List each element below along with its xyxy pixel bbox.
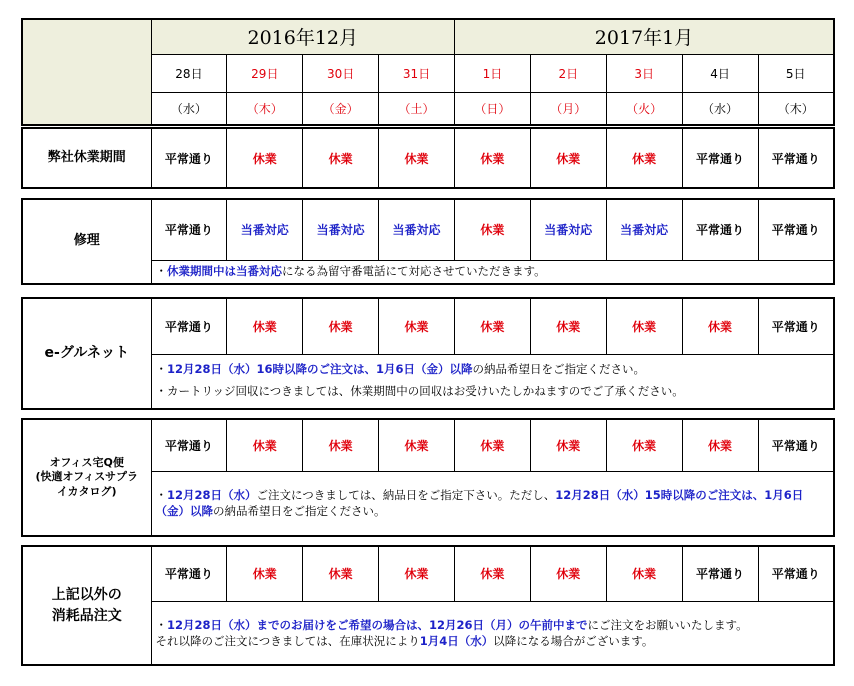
weekday-cell: （月） <box>530 92 606 125</box>
status-cell: 休業 <box>227 419 303 471</box>
status-cell: 休業 <box>606 546 682 601</box>
row-label-company-holiday: 弊社休業期間 <box>22 128 151 188</box>
status-cell: 休業 <box>379 419 455 471</box>
row-label-line: イカタログ) <box>56 484 117 498</box>
weekday-cell: （土） <box>379 92 455 125</box>
other-supplies-note-line-1: ・12月28日（水）までのお届けをご希望の場合は、12月26日（月）の午前中までにご注文をお願いいたします。 <box>155 617 748 632</box>
status-cell: 休業 <box>530 546 606 601</box>
status-cell: 平常通り <box>758 128 834 188</box>
status-cell: 休業 <box>455 199 531 260</box>
status-cell: 当番対応 <box>303 199 379 260</box>
status-cell: 平常通り <box>151 546 227 601</box>
status-cell: 平常通り <box>151 298 227 354</box>
row-label-line: 消耗品注文 <box>51 607 122 624</box>
status-cell: 平常通り <box>151 128 227 188</box>
status-cell: 当番対応 <box>530 199 606 260</box>
status-cell: 平常通り <box>682 546 758 601</box>
status-cell: 休業 <box>530 128 606 188</box>
weekday-cell: （日） <box>455 92 531 125</box>
status-cell: 休業 <box>455 298 531 354</box>
row-label-office-takuq <box>22 419 151 536</box>
month-2017-01: 2017年1月 <box>455 19 835 54</box>
status-cell: 休業 <box>227 546 303 601</box>
table-row <box>22 128 834 188</box>
weekday-cell: （火） <box>606 92 682 125</box>
date-cell: 3日 <box>606 54 682 92</box>
status-cell: 休業 <box>530 419 606 471</box>
status-cell: 休業 <box>303 128 379 188</box>
date-cell: 31日 <box>379 54 455 92</box>
table-row <box>22 546 834 601</box>
row-label-e-grunet: e-グルネット <box>22 298 151 409</box>
weekday-cell: （木） <box>758 92 834 125</box>
date-cell: 4日 <box>682 54 758 92</box>
date-cell: 1日 <box>455 54 531 92</box>
status-cell: 平常通り <box>682 199 758 260</box>
date-cell: 29日 <box>227 54 303 92</box>
status-cell: 当番対応 <box>379 199 455 260</box>
weekday-cell: （木） <box>227 92 303 125</box>
date-cell: 28日 <box>151 54 227 92</box>
month-2016-12: 2016年12月 <box>151 19 455 54</box>
header-corner <box>22 19 151 125</box>
row-label-repair: 修理 <box>22 199 151 284</box>
status-cell: 休業 <box>455 419 531 471</box>
status-cell: 休業 <box>606 128 682 188</box>
office-takuq-note: ・12月28日（水）ご注文につきましては、納品日をご指定下さい。ただし、12月28日（水）15時以降のご注文は、1月6日（金）以降の納品希望日をご指定ください。 <box>151 471 834 536</box>
status-cell: 平常通り <box>151 419 227 471</box>
date-cell: 2日 <box>530 54 606 92</box>
date-cell: 30日 <box>303 54 379 92</box>
other-supplies-note <box>151 601 834 665</box>
table-row <box>22 199 834 260</box>
weekday-cell: （金） <box>303 92 379 125</box>
status-cell: 休業 <box>530 298 606 354</box>
date-cell: 5日 <box>758 54 834 92</box>
e-grunet-note <box>151 354 834 409</box>
repair-note: ・休業期間中は当番対応になる為留守番電話にて対応させていただきます。 <box>151 260 834 284</box>
status-cell: 平常通り <box>758 419 834 471</box>
row-label-line: 上記以外の <box>51 587 122 604</box>
status-cell: 当番対応 <box>606 199 682 260</box>
weekday-cell: （水） <box>151 92 227 125</box>
status-cell: 休業 <box>303 419 379 471</box>
status-cell: 休業 <box>606 419 682 471</box>
status-cell: 休業 <box>682 419 758 471</box>
weekday-cell: （水） <box>682 92 758 125</box>
status-cell: 休業 <box>303 546 379 601</box>
status-cell: 当番対応 <box>227 199 303 260</box>
status-cell: 平常通り <box>758 546 834 601</box>
status-cell: 休業 <box>455 546 531 601</box>
row-label-line: オフィス宅Q便 <box>49 456 124 470</box>
row-label-other-supplies <box>22 546 151 665</box>
e-grunet-note-line-2: ・カートリッジ回収につきましては、休業期間中の回収はお受けいたしかねますのでご了承ください。 <box>155 384 684 399</box>
status-cell: 平常通り <box>758 298 834 354</box>
status-cell: 休業 <box>455 128 531 188</box>
status-cell: 休業 <box>379 298 455 354</box>
repair-table <box>21 198 835 285</box>
table-row <box>22 419 834 471</box>
status-cell: 休業 <box>227 128 303 188</box>
status-cell: 休業 <box>379 546 455 601</box>
other-supplies-table <box>21 545 835 666</box>
table-row <box>22 298 834 354</box>
header-table <box>21 18 835 126</box>
status-cell: 平常通り <box>151 199 227 260</box>
office-takuq-table <box>21 418 835 537</box>
status-cell: 休業 <box>606 298 682 354</box>
status-cell: 休業 <box>682 298 758 354</box>
status-cell: 休業 <box>379 128 455 188</box>
company-holiday-table <box>21 127 835 189</box>
status-cell: 平常通り <box>758 199 834 260</box>
status-cell: 平常通り <box>682 128 758 188</box>
status-cell: 休業 <box>227 298 303 354</box>
other-supplies-note-line-2: それ以降のご注文につきましては、在庫状況により1月4日（水）以降になる場合がございます。 <box>155 633 654 648</box>
e-grunet-note-line-1: ・12月28日（水）16時以降のご注文は、1月6日（金）以降の納品希望日をご指定ください。 <box>155 362 646 377</box>
status-cell: 休業 <box>303 298 379 354</box>
row-label-line: (快適オフィスサプラ <box>35 470 139 484</box>
e-grunet-table <box>21 297 835 410</box>
